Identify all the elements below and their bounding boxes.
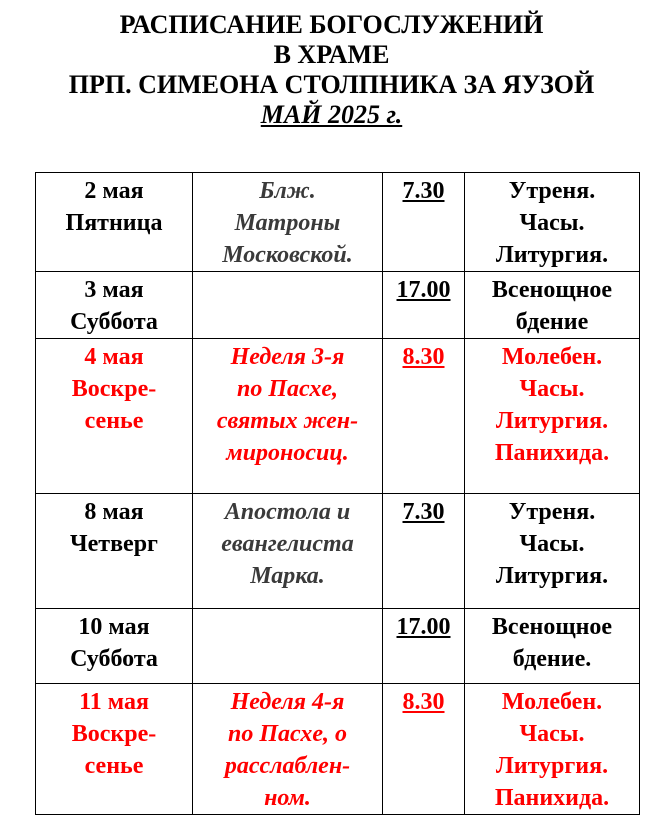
service-cell: Молебен. Часы. Литургия. Панихида.	[465, 684, 640, 815]
date-cell: 8 мая Четверг	[36, 494, 193, 609]
table-row	[36, 173, 640, 272]
table-row	[36, 339, 640, 494]
table-row	[36, 494, 640, 609]
feast-cell: Неделя 3-я по Пасхе, святых жен- мироносиц.	[193, 339, 383, 494]
feast-cell	[193, 609, 383, 684]
schedule-header	[0, 10, 663, 130]
date-cell: 3 мая Суббота	[36, 272, 193, 339]
date-cell: 4 мая Воскре- сенье	[36, 339, 193, 494]
feast-cell: Блж. Матроны Московской.	[193, 173, 383, 272]
table-row	[36, 272, 640, 339]
time-cell: 7.30	[383, 494, 465, 609]
church-name: ПРП. СИМЕОНА СТОЛПНИКА ЗА ЯУЗОЙ	[68, 70, 595, 99]
feast-cell: Неделя 4-я по Пасхе, о расслаблен- ном.	[193, 684, 383, 815]
time-cell: 7.30	[383, 173, 465, 272]
service-cell: Утреня. Часы. Литургия.	[465, 173, 640, 272]
table-row	[36, 684, 640, 815]
service-cell: Всенощное бдение	[465, 272, 640, 339]
feast-cell	[193, 272, 383, 339]
month-label: МАЙ 2025 г.	[260, 100, 403, 129]
date-cell: 10 мая Суббота	[36, 609, 193, 684]
service-cell: Всенощное бдение.	[465, 609, 640, 684]
service-cell: Молебен. Часы. Литургия. Панихида.	[465, 339, 640, 494]
feast-cell: Апостола и евангелиста Марка.	[193, 494, 383, 609]
schedule-table	[35, 172, 640, 815]
header-title: РАСПИСАНИЕ БОГОСЛУЖЕНИЙ	[119, 10, 544, 39]
time-cell: 8.30	[383, 339, 465, 494]
time-cell: 8.30	[383, 684, 465, 815]
date-cell: 2 мая Пятница	[36, 173, 193, 272]
time-cell: 17.00	[383, 609, 465, 684]
table-row	[36, 609, 640, 684]
date-cell: 11 мая Воскре- сенье	[36, 684, 193, 815]
header-subtitle: В ХРАМЕ	[273, 40, 390, 69]
service-cell: Утреня. Часы. Литургия.	[465, 494, 640, 609]
time-cell: 17.00	[383, 272, 465, 339]
